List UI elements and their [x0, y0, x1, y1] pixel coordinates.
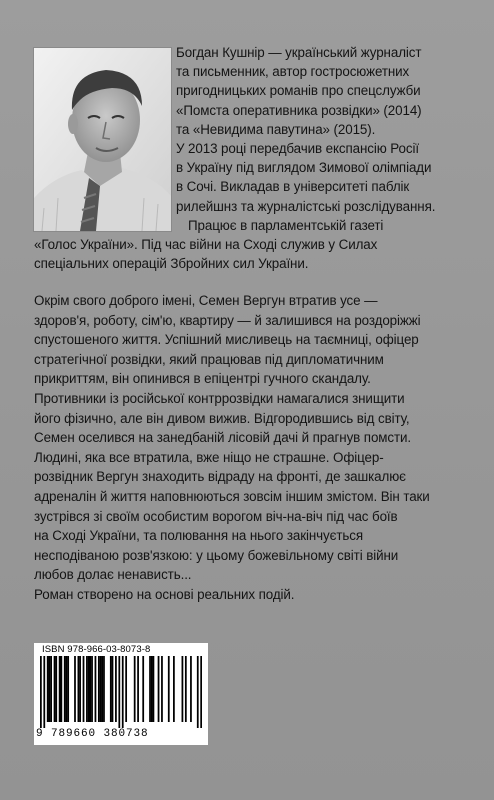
author-bio: [176, 43, 476, 235]
barcode-bar: [103, 656, 105, 722]
barcode-bar: [153, 656, 155, 722]
annotation-line: його фізично, але він дивом вижив. Відгородившись від світу,: [34, 410, 410, 426]
barcode-bar: [60, 656, 62, 722]
annotation-line: стратегічної розвідки, який працював під дипломатичним: [34, 351, 384, 367]
author-bio-line: пригодницьких романів про спецслужби: [176, 83, 421, 99]
barcode-bar: [86, 656, 88, 722]
barcode-bar: [200, 656, 202, 728]
book-annotation: [34, 291, 476, 605]
barcode-bar: [91, 656, 93, 722]
barcode-bar: [66, 656, 68, 722]
author-bio-line: «Помста оперативника розвідки» (2014): [176, 102, 422, 118]
barcode-bar: [47, 656, 49, 722]
barcode-bar: [122, 656, 124, 728]
barcode-bar: [137, 656, 139, 722]
annotation-line: Противники із російської контррозвідки намагалися знищити: [34, 390, 405, 406]
annotation-line: Семен оселився на занедбаній лісовій дачі й прагнув помсти.: [34, 430, 412, 446]
author-bio-line: Богдан Кушнір — український журналіст: [176, 45, 422, 60]
barcode-bar: [55, 656, 57, 722]
barcode-bar: [59, 656, 61, 722]
barcode-bar: [182, 656, 184, 722]
barcode-bar: [161, 656, 163, 722]
annotation-line: любов долає ненависть...: [34, 567, 192, 583]
annotation-line: здоров'я, роботу, сім'ю, квартиру — й залишився на роздоріжжі: [34, 312, 421, 328]
barcode-bar: [74, 656, 76, 722]
barcode-bars: [40, 656, 202, 728]
author-bio-line: спеціальних операцій Збройних сил України.: [34, 256, 309, 272]
barcode-bar: [110, 656, 112, 722]
author-bio-line: в Україну під виглядом Зимової олімпіади: [176, 160, 432, 176]
author-bio-line: та письменник, автор гостросюжетних: [176, 64, 410, 80]
annotation-line: на Сході України, та полювання на нього закінчується: [34, 528, 364, 544]
barcode-bar: [173, 656, 175, 722]
author-bio-line: рилейшнз та журналістські розслідування.: [176, 198, 436, 214]
barcode-bar: [67, 656, 69, 722]
barcode-bar: [118, 656, 120, 728]
barcode-bar: [101, 656, 103, 722]
annotation-line: спустошеного життя. Успішний мисливець на таємниці, офіцер: [34, 332, 419, 348]
barcode-bar: [49, 656, 51, 722]
barcode-bar: [98, 656, 100, 722]
barcode-bar: [197, 656, 199, 728]
barcode-bar: [83, 656, 85, 722]
barcode-bar: [64, 656, 66, 722]
barcode-bar: [89, 656, 91, 722]
author-bio-line: та «Невидима павутина» (2015).: [176, 121, 376, 137]
author-bio-line: «Голос України». Під час війни на Сході служив у Силах: [34, 237, 378, 252]
barcode-bar: [95, 656, 97, 722]
annotation-closing: Роман створено на основі реальних подій.: [34, 586, 295, 602]
barcode-bar: [185, 656, 187, 722]
annotation-line: адреналін й життя наповнюються зовсім іншим змістом. Він таки: [34, 488, 430, 504]
author-bio-line: Працює в парламентській газеті: [188, 217, 384, 233]
barcode-bar: [54, 656, 56, 722]
annotation-line: несподіваною розв'язкою: у цьому божевільному світі війни: [34, 547, 399, 563]
barcode-bar: [190, 656, 192, 722]
annotation-line: Окрім свого доброго імені, Семен Вергун втратив усе —: [34, 293, 378, 308]
annotation-line: прикриттям, він опинився в епіцентрі гучного скандалу.: [34, 371, 371, 387]
barcode-label: [34, 643, 208, 745]
author-bio-continuation: [34, 235, 476, 273]
author-portrait-image: [34, 48, 171, 231]
barcode-bar: [100, 656, 102, 722]
author-bio-line: У 2013 році передбачив експансію Росії: [176, 141, 419, 157]
barcode-bar: [112, 656, 114, 722]
barcode-digits: 9 789660 380738: [36, 728, 149, 740]
author-photo: [34, 48, 171, 231]
barcode-bar: [88, 656, 90, 722]
barcode-bar: [158, 656, 160, 722]
barcode-bar: [134, 656, 136, 722]
barcode-bar: [50, 656, 52, 722]
barcode-bar: [40, 656, 42, 728]
barcode-bar: [168, 656, 170, 722]
barcode-bar: [78, 656, 80, 722]
isbn-text: ISBN 978-966-03-8073-8: [42, 644, 151, 655]
barcode-bar: [125, 656, 127, 722]
author-bio-line: в Сочі. Викладав в університеті паблік: [176, 179, 410, 195]
barcode-bar: [142, 656, 144, 722]
barcode-bar: [151, 656, 153, 722]
barcode-bar: [79, 656, 81, 722]
annotation-line: Людині, яка все втратила, вже ніщо не страшне. Офіцер-: [34, 449, 384, 465]
annotation-line: зустрівся зі своїм особистим ворогом віч-на-віч під час боїв: [34, 508, 398, 524]
barcode-bar: [43, 656, 45, 728]
barcode-bar: [115, 656, 117, 722]
annotation-line: розвідник Вергун знаходить відраду на фронті, де зашкалює: [34, 469, 406, 485]
barcode-bar: [149, 656, 151, 722]
